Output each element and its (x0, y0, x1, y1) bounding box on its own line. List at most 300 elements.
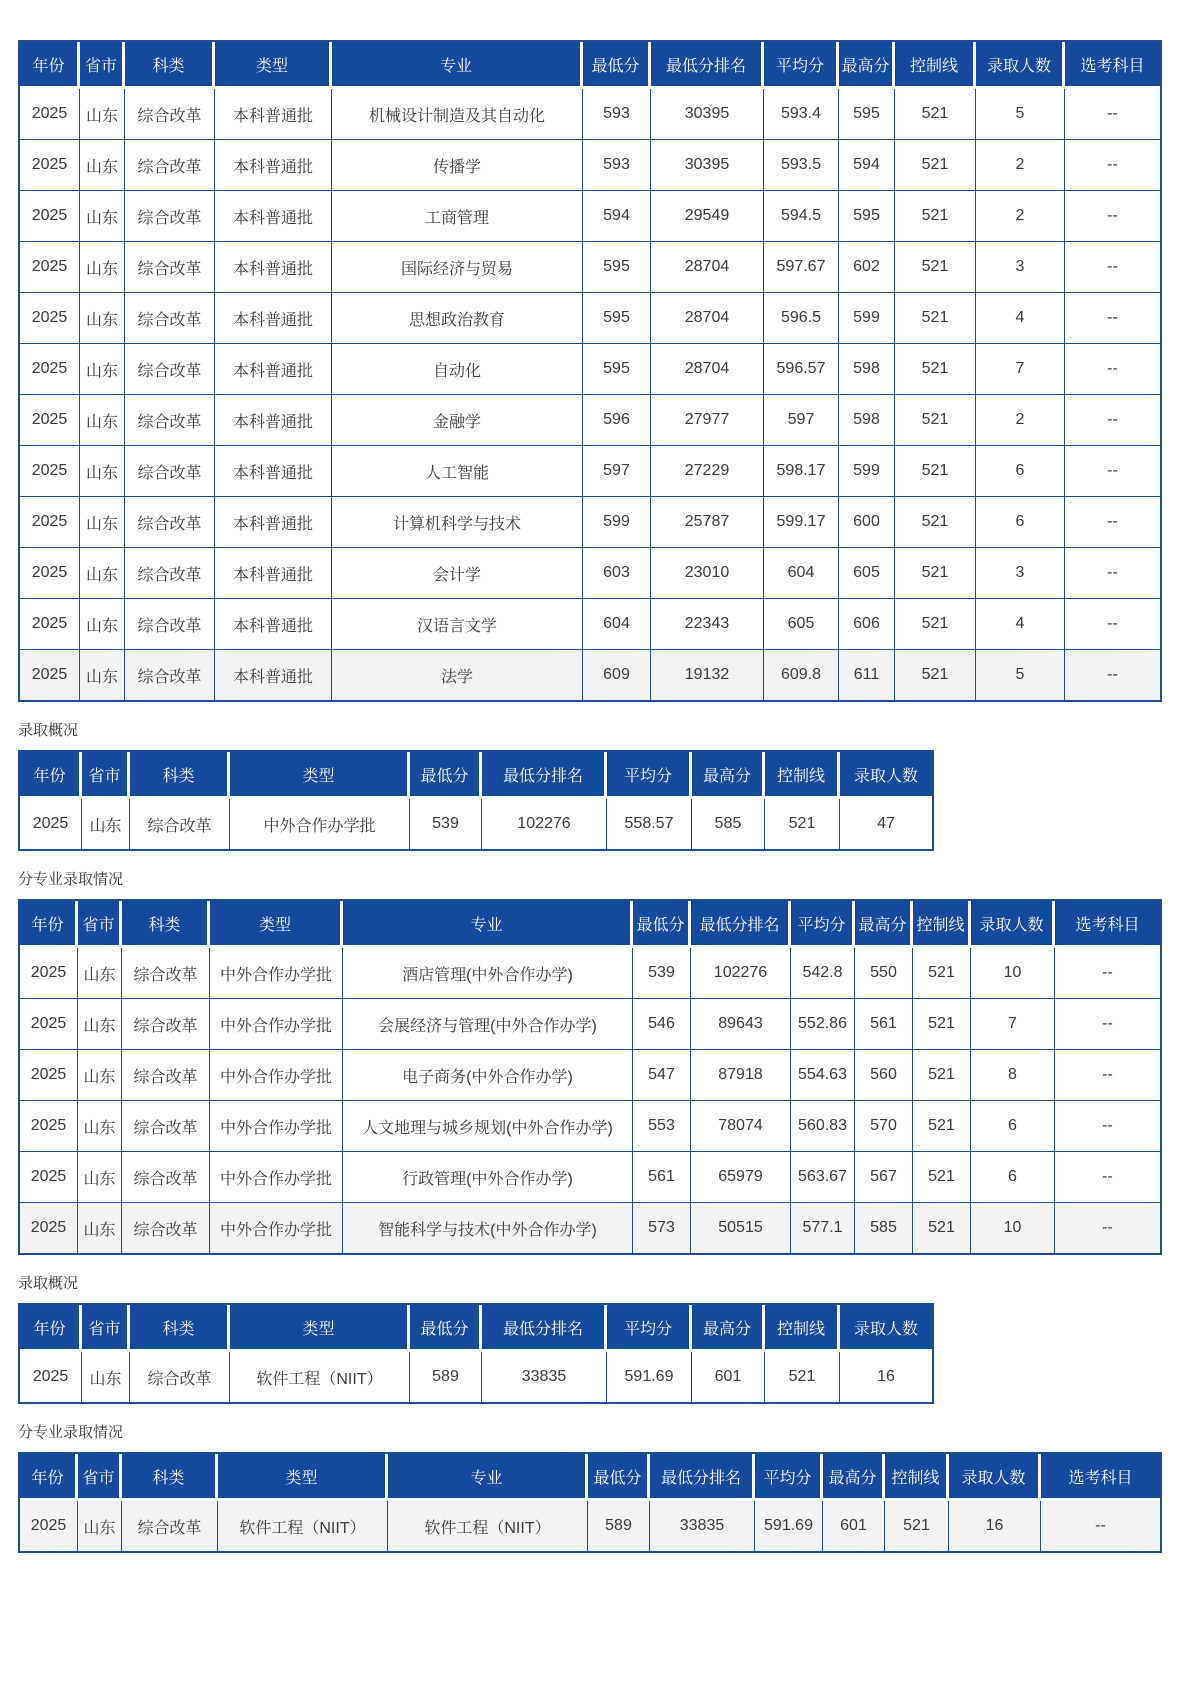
table-cell: -- (1055, 1101, 1160, 1152)
table-cell: 589 (588, 1501, 650, 1551)
table-cell: 综合改革 (125, 191, 215, 242)
table-cell: 本科普通批 (215, 497, 332, 548)
column-header: 平均分 (755, 1454, 823, 1501)
table-cell: 521 (895, 89, 976, 140)
table-cell: 2025 (20, 1352, 82, 1402)
table-cell: -- (1065, 89, 1160, 140)
table-cell: 521 (895, 242, 976, 293)
table-cell: 综合改革 (122, 948, 210, 999)
table-cell: 521 (765, 1352, 840, 1402)
column-header: 年份 (20, 42, 80, 89)
section-label: 分专业录取情况 (18, 871, 124, 888)
table-cell: 酒店管理(中外合作办学) (343, 948, 633, 999)
table-cell: 596.57 (764, 344, 839, 395)
header-row (20, 1454, 1160, 1501)
table-cell: 550 (855, 948, 913, 999)
column-header: 选考科目 (1041, 1454, 1160, 1501)
table-cell: 30395 (651, 89, 764, 140)
table-cell: 山东 (80, 548, 125, 599)
column-header: 最高分 (855, 901, 913, 948)
column-header: 专业 (388, 1454, 588, 1501)
table-cell: 本科普通批 (215, 395, 332, 446)
column-header: 选考科目 (1065, 42, 1160, 89)
column-header: 控制线 (885, 1454, 949, 1501)
table-cell: 综合改革 (122, 1501, 218, 1551)
table-cell: 山东 (80, 599, 125, 650)
column-header: 省市 (82, 752, 130, 799)
table-cell: 589 (410, 1352, 482, 1402)
by-major-table-regular (18, 40, 1162, 702)
column-header: 选考科目 (1055, 901, 1160, 948)
table-cell: 6 (976, 446, 1065, 497)
table-cell: 573 (633, 1203, 691, 1253)
table-cell: 19132 (651, 650, 764, 700)
column-header: 录取人数 (971, 901, 1055, 948)
table-cell: 594 (583, 191, 651, 242)
table-cell: 本科普通批 (215, 89, 332, 140)
table-cell: 山东 (78, 1050, 122, 1101)
table-cell: 本科普通批 (215, 548, 332, 599)
table-cell: 山东 (78, 1501, 122, 1551)
table-cell: 561 (855, 999, 913, 1050)
table-cell: 521 (765, 799, 840, 849)
by-major-table-niit (18, 1452, 1162, 1553)
column-header: 最低分 (583, 42, 651, 89)
table-cell: 综合改革 (125, 548, 215, 599)
header-row (20, 901, 1160, 948)
table-cell: 599 (839, 446, 895, 497)
table-cell: 2025 (20, 599, 80, 650)
column-header: 科类 (122, 1454, 218, 1501)
table-row (20, 1203, 1160, 1253)
table-cell: 50515 (691, 1203, 791, 1253)
table-cell: 行政管理(中外合作办学) (343, 1152, 633, 1203)
table-cell: 中外合作办学批 (210, 948, 343, 999)
table-cell: 山东 (80, 650, 125, 700)
column-header: 最低分排名 (691, 901, 791, 948)
table-cell: 605 (839, 548, 895, 599)
table-row (20, 599, 1160, 650)
column-header: 最高分 (692, 752, 765, 799)
table-cell: 本科普通批 (215, 650, 332, 700)
table-row (20, 1050, 1160, 1101)
table-cell: 585 (855, 1203, 913, 1253)
table-cell: -- (1065, 242, 1160, 293)
table-row (20, 948, 1160, 999)
table-cell: 综合改革 (125, 344, 215, 395)
table-cell: 2 (976, 395, 1065, 446)
table-cell: 法学 (332, 650, 583, 700)
table-cell: 6 (971, 1101, 1055, 1152)
table-cell: 山东 (80, 140, 125, 191)
table-cell: 604 (764, 548, 839, 599)
column-header: 省市 (78, 901, 122, 948)
table-cell: 596 (583, 395, 651, 446)
table-cell: 595 (839, 191, 895, 242)
table-cell: 33835 (650, 1501, 755, 1551)
column-header: 年份 (20, 752, 82, 799)
table-cell: 10 (971, 948, 1055, 999)
table-cell: 2025 (20, 548, 80, 599)
table-cell: 30395 (651, 140, 764, 191)
table-cell: 521 (895, 599, 976, 650)
table-cell: 山东 (80, 89, 125, 140)
table-cell: 600 (839, 497, 895, 548)
table-cell: -- (1065, 497, 1160, 548)
table-cell: 558.57 (607, 799, 692, 849)
header-row (20, 1305, 932, 1352)
table-cell: 综合改革 (125, 89, 215, 140)
table-cell: 599 (583, 497, 651, 548)
table-cell: 598 (839, 395, 895, 446)
column-header: 科类 (130, 1305, 230, 1352)
column-header: 控制线 (765, 1305, 840, 1352)
table-cell: 521 (913, 1050, 971, 1101)
table-cell: 汉语言文学 (332, 599, 583, 650)
column-header: 控制线 (895, 42, 976, 89)
by-major-table-sino-foreign (18, 899, 1162, 1255)
table-cell: 综合改革 (125, 446, 215, 497)
table-cell: 521 (895, 140, 976, 191)
table-cell: 602 (839, 242, 895, 293)
table-cell: 78074 (691, 1101, 791, 1152)
table-cell: 2025 (20, 89, 80, 140)
table-row (20, 89, 1160, 140)
table-cell: 28704 (651, 344, 764, 395)
table-cell: 人工智能 (332, 446, 583, 497)
table-cell: 598 (839, 344, 895, 395)
column-header: 最低分 (588, 1454, 650, 1501)
table-cell: 2025 (20, 799, 82, 849)
column-header: 专业 (332, 42, 583, 89)
table-cell: -- (1055, 1203, 1160, 1253)
table-cell: 27229 (651, 446, 764, 497)
table-row (20, 497, 1160, 548)
table-cell: 2025 (20, 293, 80, 344)
table-row (20, 1501, 1160, 1551)
table-cell: 综合改革 (125, 242, 215, 293)
table-cell: 597.67 (764, 242, 839, 293)
table-cell: 综合改革 (130, 799, 230, 849)
table-cell: 本科普通批 (215, 446, 332, 497)
table-cell: 594 (839, 140, 895, 191)
table-cell: 思想政治教育 (332, 293, 583, 344)
table-cell: 2025 (20, 999, 78, 1050)
table-cell: 16 (840, 1352, 932, 1402)
table-cell: 电子商务(中外合作办学) (343, 1050, 633, 1101)
table-cell: 7 (971, 999, 1055, 1050)
table-cell: 596.5 (764, 293, 839, 344)
table-cell: 山东 (80, 293, 125, 344)
table-cell: 597 (583, 446, 651, 497)
table-cell: 521 (913, 999, 971, 1050)
table-cell: 2025 (20, 1050, 78, 1101)
table-cell: 553 (633, 1101, 691, 1152)
table-cell: 综合改革 (122, 1101, 210, 1152)
table-cell: 综合改革 (125, 497, 215, 548)
table-cell: 47 (840, 799, 932, 849)
table-cell: 综合改革 (130, 1352, 230, 1402)
table-cell: -- (1055, 948, 1160, 999)
table-cell: 87918 (691, 1050, 791, 1101)
table-row (20, 293, 1160, 344)
table-cell: 595 (583, 293, 651, 344)
table-cell: 综合改革 (125, 293, 215, 344)
table-cell: 547 (633, 1050, 691, 1101)
header-row (20, 752, 932, 799)
table-row (20, 140, 1160, 191)
column-header: 录取人数 (840, 1305, 932, 1352)
table-cell: 16 (949, 1501, 1041, 1551)
table-row (20, 191, 1160, 242)
table-cell: 综合改革 (122, 1152, 210, 1203)
table-cell: 2025 (20, 1203, 78, 1253)
table-cell: -- (1065, 344, 1160, 395)
column-header: 类型 (230, 1305, 410, 1352)
table-cell: 567 (855, 1152, 913, 1203)
table-cell: 28704 (651, 242, 764, 293)
column-header: 录取人数 (976, 42, 1065, 89)
table-cell: 人文地理与城乡规划(中外合作办学) (343, 1101, 633, 1152)
table-row (20, 799, 932, 849)
table-cell: 28704 (651, 293, 764, 344)
table-cell: 2025 (20, 344, 80, 395)
table-cell: 传播学 (332, 140, 583, 191)
table-cell: 6 (971, 1152, 1055, 1203)
table-cell: 521 (913, 1203, 971, 1253)
table-cell: 597 (764, 395, 839, 446)
table-cell: 2025 (20, 140, 80, 191)
table-cell: 中外合作办学批 (210, 1050, 343, 1101)
column-header: 最低分 (633, 901, 691, 948)
table-cell: 综合改革 (125, 395, 215, 446)
table-cell: 中外合作办学批 (210, 1203, 343, 1253)
table-cell: 521 (895, 344, 976, 395)
table-cell: 2025 (20, 1152, 78, 1203)
column-header: 省市 (80, 42, 125, 89)
table-cell: 本科普通批 (215, 344, 332, 395)
section-label: 分专业录取情况 (18, 1424, 124, 1441)
table-cell: 601 (692, 1352, 765, 1402)
column-header: 最低分 (410, 752, 482, 799)
table-cell: 本科普通批 (215, 191, 332, 242)
column-header: 类型 (215, 42, 332, 89)
table-cell: -- (1055, 1050, 1160, 1101)
table-cell: 561 (633, 1152, 691, 1203)
table-cell: 570 (855, 1101, 913, 1152)
table-cell: 2025 (20, 446, 80, 497)
table-cell: 605 (764, 599, 839, 650)
table-cell: 2025 (20, 948, 78, 999)
table-cell: 会计学 (332, 548, 583, 599)
table-cell: 山东 (82, 1352, 130, 1402)
table-row (20, 999, 1160, 1050)
table-cell: 65979 (691, 1152, 791, 1203)
table-cell: -- (1041, 1501, 1160, 1551)
column-header: 省市 (78, 1454, 122, 1501)
table-cell: 25787 (651, 497, 764, 548)
column-header: 平均分 (791, 901, 855, 948)
table-row (20, 548, 1160, 599)
table-cell: 521 (885, 1501, 949, 1551)
table-cell: 本科普通批 (215, 242, 332, 293)
table-cell: 521 (913, 948, 971, 999)
table-cell: 山东 (80, 497, 125, 548)
table-cell: 山东 (78, 1101, 122, 1152)
column-header: 最低分排名 (482, 1305, 607, 1352)
table-cell: 560.83 (791, 1101, 855, 1152)
table-cell: 中外合作办学批 (210, 1101, 343, 1152)
column-header: 最低分排名 (650, 1454, 755, 1501)
table-cell: 山东 (80, 395, 125, 446)
table-cell: 598.17 (764, 446, 839, 497)
table-cell: 综合改革 (125, 140, 215, 191)
table-cell: 5 (976, 650, 1065, 700)
table-cell: 2025 (20, 497, 80, 548)
table-cell: 2025 (20, 395, 80, 446)
table-cell: 山东 (78, 1203, 122, 1253)
table-cell: 软件工程（NIIT） (230, 1352, 410, 1402)
table-cell: 山东 (80, 191, 125, 242)
table-cell: 560 (855, 1050, 913, 1101)
table-cell: 山东 (78, 999, 122, 1050)
table-cell: -- (1055, 999, 1160, 1050)
table-cell: 国际经济与贸易 (332, 242, 583, 293)
column-header: 年份 (20, 1305, 82, 1352)
table-cell: 539 (633, 948, 691, 999)
table-cell: 27977 (651, 395, 764, 446)
table-cell: 本科普通批 (215, 140, 332, 191)
table-cell: 601 (823, 1501, 885, 1551)
table-cell: 金融学 (332, 395, 583, 446)
column-header: 最低分排名 (482, 752, 607, 799)
table-cell: -- (1065, 293, 1160, 344)
table-cell: 综合改革 (122, 999, 210, 1050)
table-cell: 综合改革 (122, 1203, 210, 1253)
table-cell: 2025 (20, 191, 80, 242)
table-cell: 611 (839, 650, 895, 700)
table-cell: 自动化 (332, 344, 583, 395)
column-header: 录取人数 (949, 1454, 1041, 1501)
table-cell: 577.1 (791, 1203, 855, 1253)
table-cell: 593.4 (764, 89, 839, 140)
table-cell: 593.5 (764, 140, 839, 191)
table-cell: 591.69 (607, 1352, 692, 1402)
section-label: 录取概况 (18, 1275, 79, 1292)
table-cell: 102276 (482, 799, 607, 849)
column-header: 平均分 (607, 752, 692, 799)
table-cell: 4 (976, 599, 1065, 650)
column-header: 最高分 (692, 1305, 765, 1352)
header-row (20, 42, 1160, 89)
table-cell: -- (1055, 1152, 1160, 1203)
table-cell: 8 (971, 1050, 1055, 1101)
table-cell: 山东 (82, 799, 130, 849)
table-cell: 本科普通批 (215, 599, 332, 650)
column-header: 类型 (218, 1454, 388, 1501)
table-cell: 599 (839, 293, 895, 344)
table-cell: 521 (895, 548, 976, 599)
column-header: 最低分 (410, 1305, 482, 1352)
table-cell: 2 (976, 140, 1065, 191)
table-cell: 521 (895, 650, 976, 700)
table-row (20, 1352, 932, 1402)
table-cell: 山东 (78, 948, 122, 999)
table-cell: 软件工程（NIIT） (218, 1501, 388, 1551)
table-cell: 5 (976, 89, 1065, 140)
table-cell: 595 (583, 242, 651, 293)
column-header: 最高分 (823, 1454, 885, 1501)
table-cell: 554.63 (791, 1050, 855, 1101)
column-header: 类型 (230, 752, 410, 799)
table-row (20, 446, 1160, 497)
table-cell: 595 (839, 89, 895, 140)
table-cell: 606 (839, 599, 895, 650)
table-cell: 563.67 (791, 1152, 855, 1203)
table-cell: 604 (583, 599, 651, 650)
table-cell: 591.69 (755, 1501, 823, 1551)
overview-table-niit (18, 1303, 934, 1404)
table-cell: 工商管理 (332, 191, 583, 242)
table-cell: -- (1065, 650, 1160, 700)
column-header: 科类 (130, 752, 230, 799)
column-header: 平均分 (607, 1305, 692, 1352)
table-cell: 计算机科学与技术 (332, 497, 583, 548)
column-header: 年份 (20, 901, 78, 948)
overview-table-sino-foreign (18, 750, 934, 851)
table-cell: 521 (895, 293, 976, 344)
table-cell: 中外合作办学批 (210, 1152, 343, 1203)
column-header: 控制线 (765, 752, 840, 799)
table-cell: 2025 (20, 242, 80, 293)
table-row (20, 1101, 1160, 1152)
table-cell: 33835 (482, 1352, 607, 1402)
table-row (20, 242, 1160, 293)
table-cell: 3 (976, 242, 1065, 293)
table-cell: 山东 (78, 1152, 122, 1203)
table-cell: -- (1065, 599, 1160, 650)
column-header: 最高分 (839, 42, 895, 89)
table-cell: 3 (976, 548, 1065, 599)
table-row (20, 650, 1160, 700)
table-cell: 609.8 (764, 650, 839, 700)
table-cell: 综合改革 (125, 650, 215, 700)
table-cell: 会展经济与管理(中外合作办学) (343, 999, 633, 1050)
table-cell: 7 (976, 344, 1065, 395)
table-cell: 521 (895, 395, 976, 446)
table-cell: 山东 (80, 446, 125, 497)
column-header: 科类 (122, 901, 210, 948)
table-cell: 521 (913, 1101, 971, 1152)
table-cell: 552.86 (791, 999, 855, 1050)
table-cell: 542.8 (791, 948, 855, 999)
table-cell: 4 (976, 293, 1065, 344)
table-cell: 593 (583, 89, 651, 140)
table-cell: 2025 (20, 1501, 78, 1551)
table-cell: 中外合作办学批 (230, 799, 410, 849)
table-cell: 29549 (651, 191, 764, 242)
table-cell: 593 (583, 140, 651, 191)
table-cell: 2 (976, 191, 1065, 242)
table-cell: 595 (583, 344, 651, 395)
table-cell: 6 (976, 497, 1065, 548)
table-cell: 585 (692, 799, 765, 849)
table-cell: 综合改革 (125, 599, 215, 650)
table-cell: -- (1065, 548, 1160, 599)
table-cell: 539 (410, 799, 482, 849)
table-cell: 综合改革 (122, 1050, 210, 1101)
table-cell: 546 (633, 999, 691, 1050)
